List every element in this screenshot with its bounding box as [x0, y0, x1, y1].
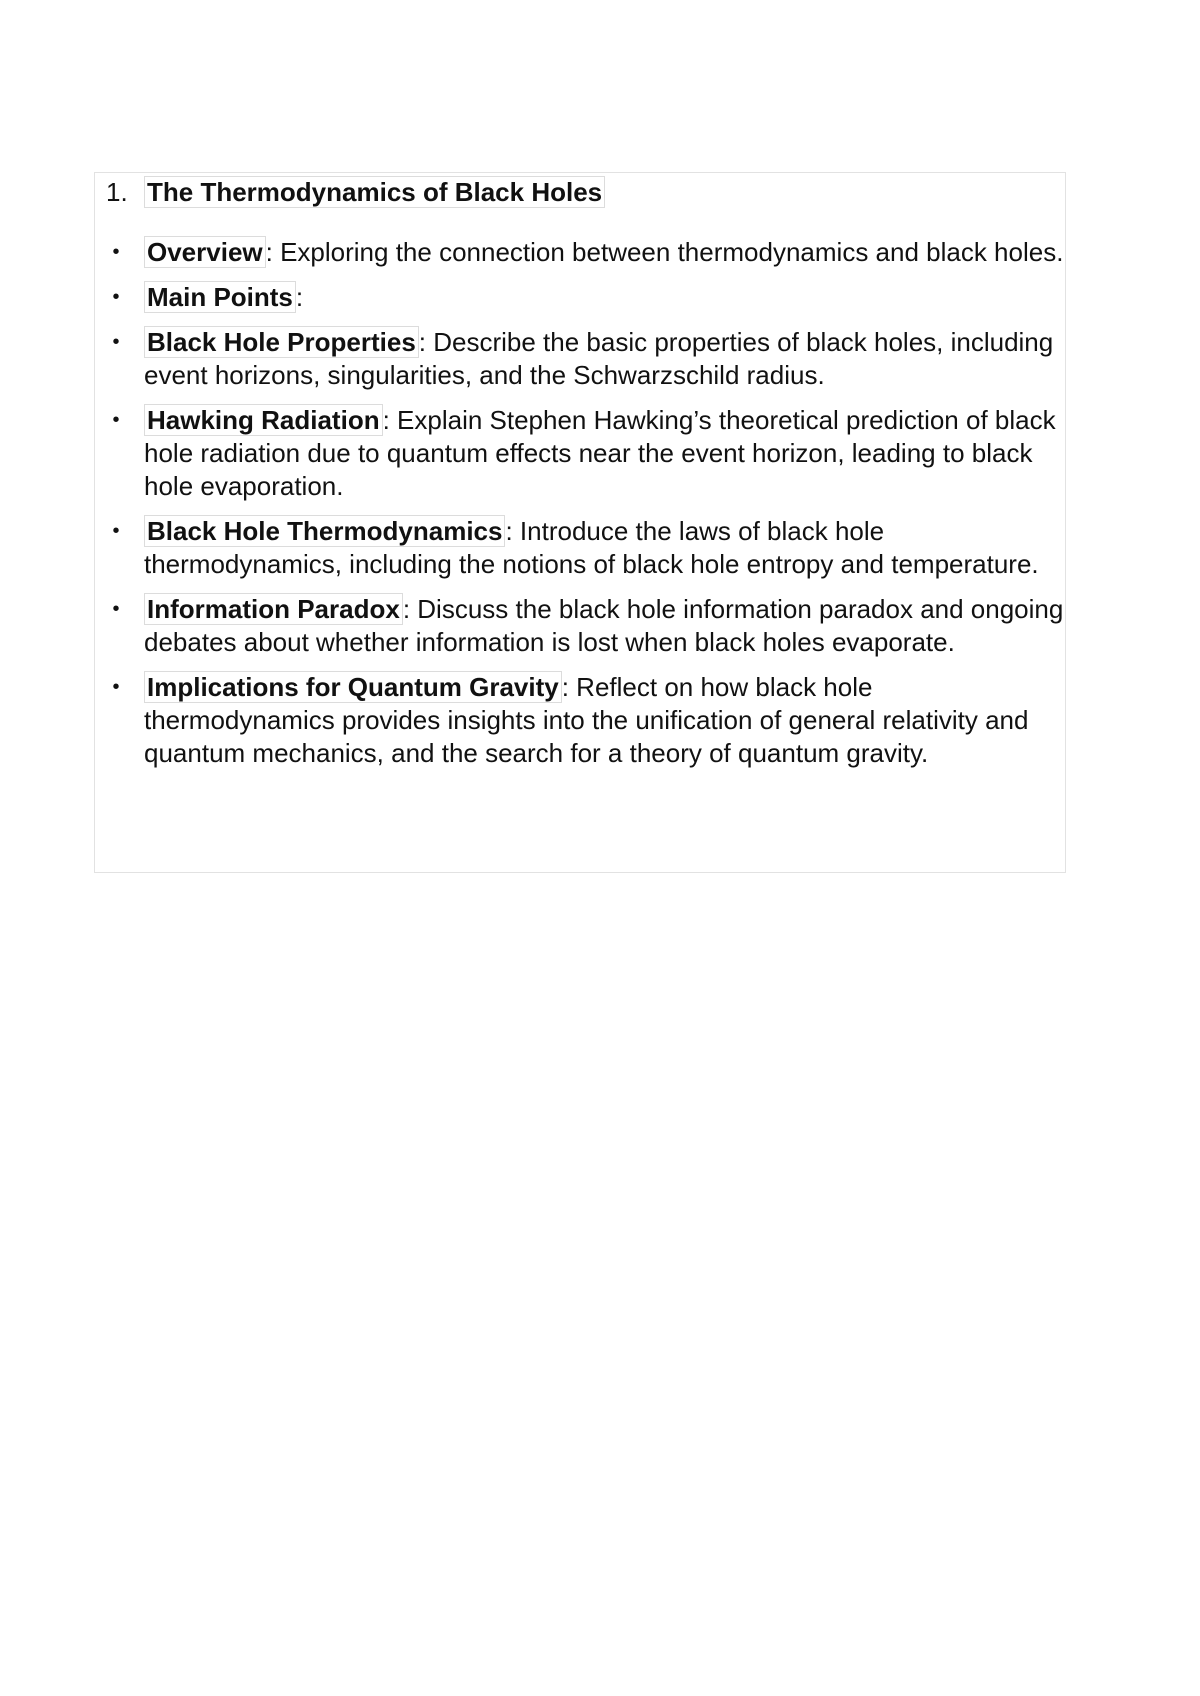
bullet-icon: •	[112, 409, 120, 431]
item-label: Information Paradox	[144, 593, 403, 625]
section-heading	[106, 176, 605, 208]
list-item-black-hole-properties	[102, 326, 1064, 392]
item-text: : Introduce the laws of black hole thermodynamics, including the notions of black hole entropy and temperature.	[144, 516, 1039, 579]
bullet-icon: •	[112, 241, 120, 263]
item-text: :	[295, 282, 304, 312]
heading-title: The Thermodynamics of Black Holes	[144, 176, 605, 208]
item-label: Hawking Radiation	[144, 404, 383, 436]
item-label: Overview	[144, 236, 266, 268]
list-item-quantum-gravity	[102, 671, 1064, 770]
item-label: Implications for Quantum Gravity	[144, 671, 562, 703]
item-text: : Exploring the connection between thermodynamics and black holes.	[265, 237, 1064, 267]
list-item-hawking-radiation	[102, 404, 1064, 503]
list-item-black-hole-thermodynamics	[102, 515, 1064, 581]
bullet-icon: •	[112, 676, 120, 698]
item-text: : Discuss the black hole information paradox and ongoing debates about whether information is lost when black holes evaporate.	[144, 594, 1064, 657]
item-text: : Explain Stephen Hawking’s theoretical prediction of black hole radiation due to quantum effects near the event horizon, leading to black hole evaporation.	[144, 405, 1056, 501]
bullet-icon: •	[112, 331, 120, 353]
item-text: : Describe the basic properties of black holes, including event horizons, singularities, and the Schwarzschild radius.	[144, 327, 1054, 390]
list-item-information-paradox	[102, 593, 1064, 659]
item-text: : Reflect on how black hole thermodynamics provides insights into the unification of general relativity and quantum mechanics, and the search for a theory of quantum gravity.	[144, 672, 1029, 768]
list-item-main-points	[102, 281, 1064, 314]
bullet-icon: •	[112, 286, 120, 308]
topic-list	[102, 236, 1064, 782]
item-label: Black Hole Thermodynamics	[144, 515, 505, 547]
bullet-icon: •	[112, 520, 120, 542]
bullet-icon: •	[112, 598, 120, 620]
heading-number: 1.	[106, 177, 128, 207]
list-item-overview	[102, 236, 1064, 269]
item-label: Black Hole Properties	[144, 326, 419, 358]
item-label: Main Points	[144, 281, 296, 313]
